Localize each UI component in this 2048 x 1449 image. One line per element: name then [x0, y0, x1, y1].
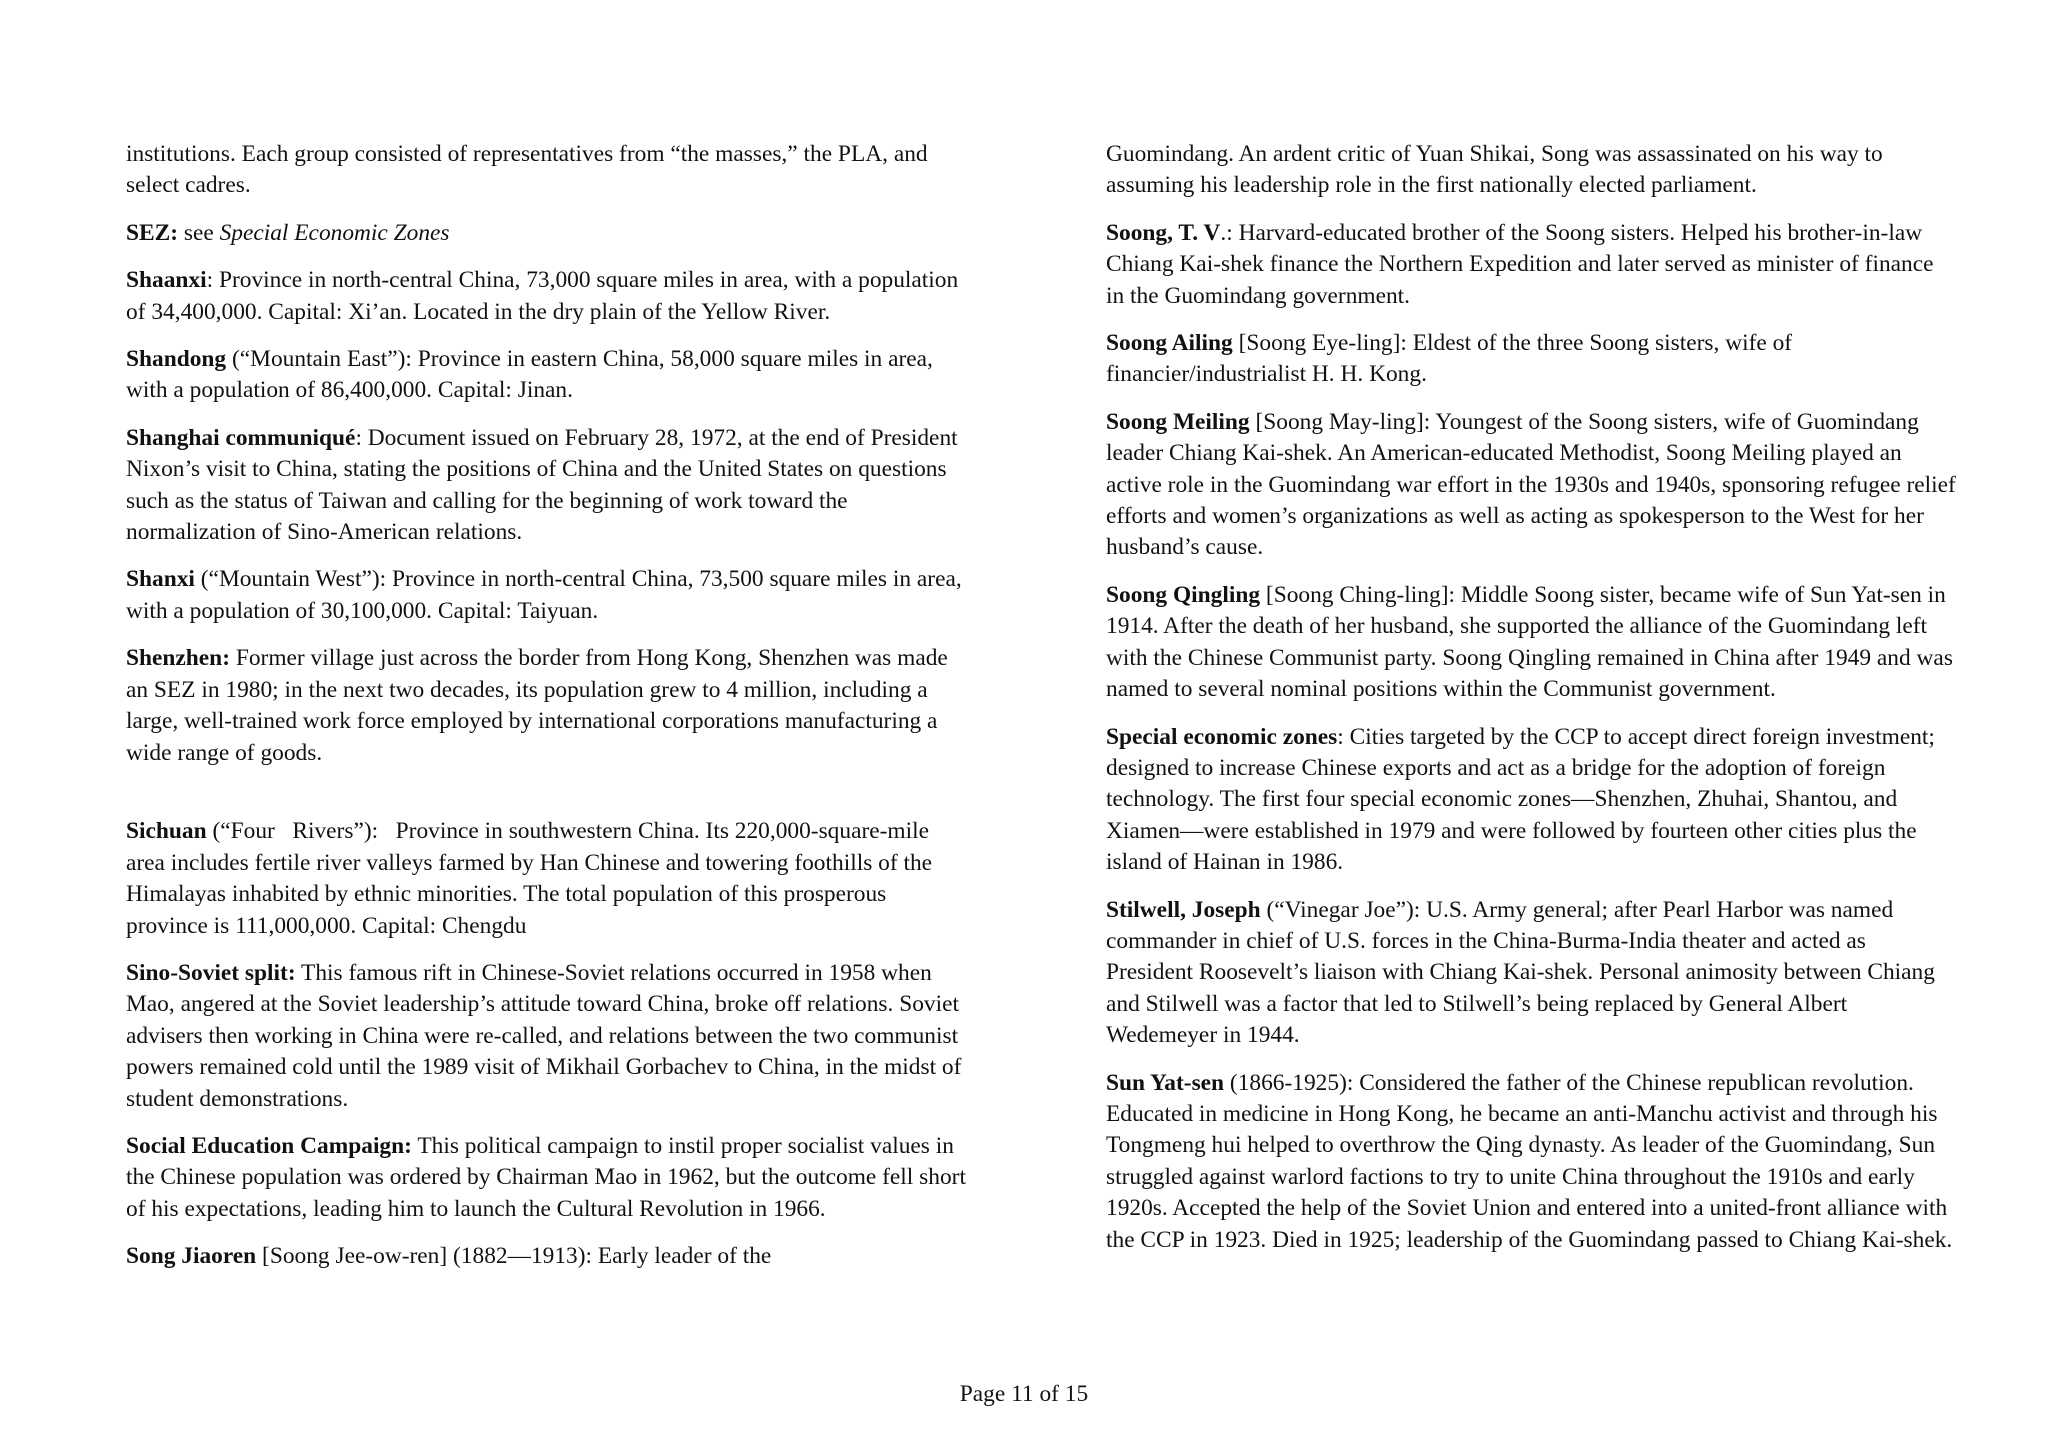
entry-text: This political campaign to instil proper socialist values in the Chinese population was ordered by Chairman Mao in 1962, but the outcome fell short of his expectations, leading him to launch the Cultural Revolution in 1966.	[126, 1132, 966, 1222]
entry-text: [Soong Ching-ling]: Middle Soong sister, became wife of Sun Yat-sen in 1914. After the death of her husband, she supported the alliance of the Guomindang left with the Chinese Communist party. Soong Qingling remained in China after 1949 and was named to several nominal positions within the Communist government.	[1106, 581, 1953, 703]
glossary-entry	[1106, 1068, 1956, 1256]
glossary-entry	[126, 564, 966, 627]
entry-term: Soong Qingling	[1106, 581, 1261, 608]
entry-term: Soong Ailing	[1106, 330, 1233, 357]
glossary-entry-sez	[126, 218, 966, 249]
entry-text: (“Vinegar Joe”): U.S. Army general; after Pearl Harbor was named commander in chief of U.S. forces in the China-Burma-India theater and acted as President Roosevelt’s liaison with Chiang Kai-shek. Personal animosity between Chiang and Stilwell was a factor that led to Stilwell’s being replaced by General Albert Wedemeyer in 1944.	[1106, 896, 1935, 1049]
glossary-entry	[126, 1131, 966, 1225]
glossary-entry	[1106, 218, 1956, 312]
entry-term: Shaanxi	[126, 267, 207, 294]
entry-text: (“Mountain West”): Province in north-central China, 73,500 square miles in area, with a population of 30,100,000. Capital: Taiyuan.	[126, 566, 962, 624]
entry-text: institutions. Each group consisted of representatives from “the masses,” the PLA, and select cadres.	[126, 141, 928, 199]
glossary-entry	[126, 344, 966, 407]
entry-text: : Document issued on February 28, 1972, at the end of President Nixon’s visit to China, stating the positions of China and the United States on questions such as the status of Taiwan and calling for the beginning of work toward the normalization of Sino-American relations.	[126, 424, 958, 546]
entry-text: : Cities targeted by the CCP to accept direct foreign investment; designed to increase Chinese exports and act as a bridge for the adoption of foreign technology. The first four special economic zones—Shenzhen, Zhuhai, Shantou, and Xiamen—were established in 1979 and were followed by fourteen other cities plus the island of Hainan in 1986.	[1106, 723, 1935, 876]
entry-term: Social Education Campaign:	[126, 1132, 412, 1159]
entry-text: Former village just across the border from Hong Kong, Shenzhen was made an SEZ in 1980; in the next two decades, its population grew to 4 million, including a large, well-trained work force employed by international corporations manufacturing a wide range of goods.	[126, 645, 948, 766]
glossary-entry	[126, 643, 966, 769]
entry-term: SEZ:	[126, 219, 179, 246]
entry-term: Sichuan	[126, 818, 207, 845]
entry-text: (“Mountain East”): Province in eastern China, 58,000 square miles in area, with a population of 86,400,000. Capital: Jinan.	[126, 346, 933, 404]
continued-entry	[126, 139, 966, 202]
entry-text: see	[178, 219, 220, 246]
entry-text: (1866-1925): Considered the father of the Chinese republican revolution. Educated in medicine in Hong Kong, he became an anti-Manchu activist and through his Tongmeng hui helped to overthrow the Qing dynasty. As leader of the Guomindang, Sun struggled against warlord factions to try to unite China throughout the 1910s and early 1920s. Accepted the help of the Soviet Union and entered into a united-front alliance with the CCP in 1923. Died in 1925; leadership of the Guomindang passed to Chiang Kai-shek.	[1106, 1069, 1953, 1253]
left-column	[126, 139, 966, 1289]
glossary-entry	[1106, 407, 1956, 564]
entry-term: Soong, T. V	[1106, 219, 1221, 246]
entry-term: Sino-Soviet split:	[126, 959, 296, 986]
entry-text: : Province in north-central China, 73,000 square miles in area, with a population of 34,400,000. Capital: Xi’an. Located in the dry plain of the Yellow River.	[126, 267, 959, 325]
continued-entry	[1106, 139, 1956, 202]
entry-term: Stilwell, Joseph	[1106, 896, 1261, 923]
glossary-entry	[126, 423, 966, 549]
entry-term: Shandong	[126, 346, 227, 373]
glossary-entry	[126, 958, 966, 1115]
entry-text: [Soong Jee-ow-ren] (1882—1913): Early leader of the	[256, 1243, 772, 1270]
entry-term: Song Jiaoren	[126, 1243, 257, 1270]
page-number: Page 11 of 15	[959, 1381, 1089, 1407]
glossary-entry	[126, 1241, 966, 1272]
entry-term: Shanxi	[126, 566, 195, 593]
entry-text: (“Four Rivers”): Province in southwestern China. Its 220,000-square-mile area includes fertile river valleys farmed by Han Chinese and towering foothills of the Himalayas inhabited by ethnic minorities. The total population of this prosperous province is 111,000,000. Capital: Chengdu	[126, 818, 938, 939]
glossary-entry	[126, 265, 966, 328]
entry-term: Shenzhen:	[126, 645, 230, 672]
right-column	[1106, 139, 1956, 1272]
glossary-entry	[1106, 722, 1956, 879]
glossary-entry	[1106, 580, 1956, 706]
entry-text: This famous rift in Chinese-Soviet relations occurred in 1958 when Mao, angered at the Soviet leadership’s attitude toward China, broke off relations. Soviet advisers then working in China were re-called, and relations between the two communist powers remained cold until the 1989 visit of Mikhail Gorbachev to China, in the midst of student demonstrations.	[126, 959, 962, 1112]
entry-text: [Soong Eye-ling]: Eldest of the three Soong sisters, wife of financier/industrialist H. H. Kong.	[1106, 330, 1793, 388]
glossary-entry	[126, 785, 966, 942]
entry-text: Guomindang. An ardent critic of Yuan Shikai, Song was assassinated on his way to assuming his leadership role in the first nationally elected parliament.	[1106, 141, 1883, 199]
entry-term: Shanghai communiqué	[126, 424, 356, 451]
entry-term: Special economic zones	[1106, 723, 1338, 750]
entry-text: .: Harvard-educated brother of the Soong sisters. Helped his brother-in-law Chiang Kai-shek finance the Northern Expedition and later served as minister of finance in the Guomindang government.	[1106, 219, 1934, 309]
glossary-entry	[1106, 328, 1956, 391]
cross-reference: Special Economic Zones	[219, 219, 450, 246]
entry-text: [Soong May-ling]: Youngest of the Soong sisters, wife of Guomindang leader Chiang Kai-shek. An American-educated Methodist, Soong Meiling played an active role in the Guomindang war effort in the 1930s and 1940s, sponsoring refugee relief efforts and women’s organizations as well as acting as spokesperson to the West for her husband’s cause.	[1106, 408, 1956, 561]
glossary-entry	[1106, 895, 1956, 1052]
entry-term: Soong Meiling	[1106, 408, 1250, 435]
entry-term: Sun Yat-sen	[1106, 1069, 1225, 1096]
